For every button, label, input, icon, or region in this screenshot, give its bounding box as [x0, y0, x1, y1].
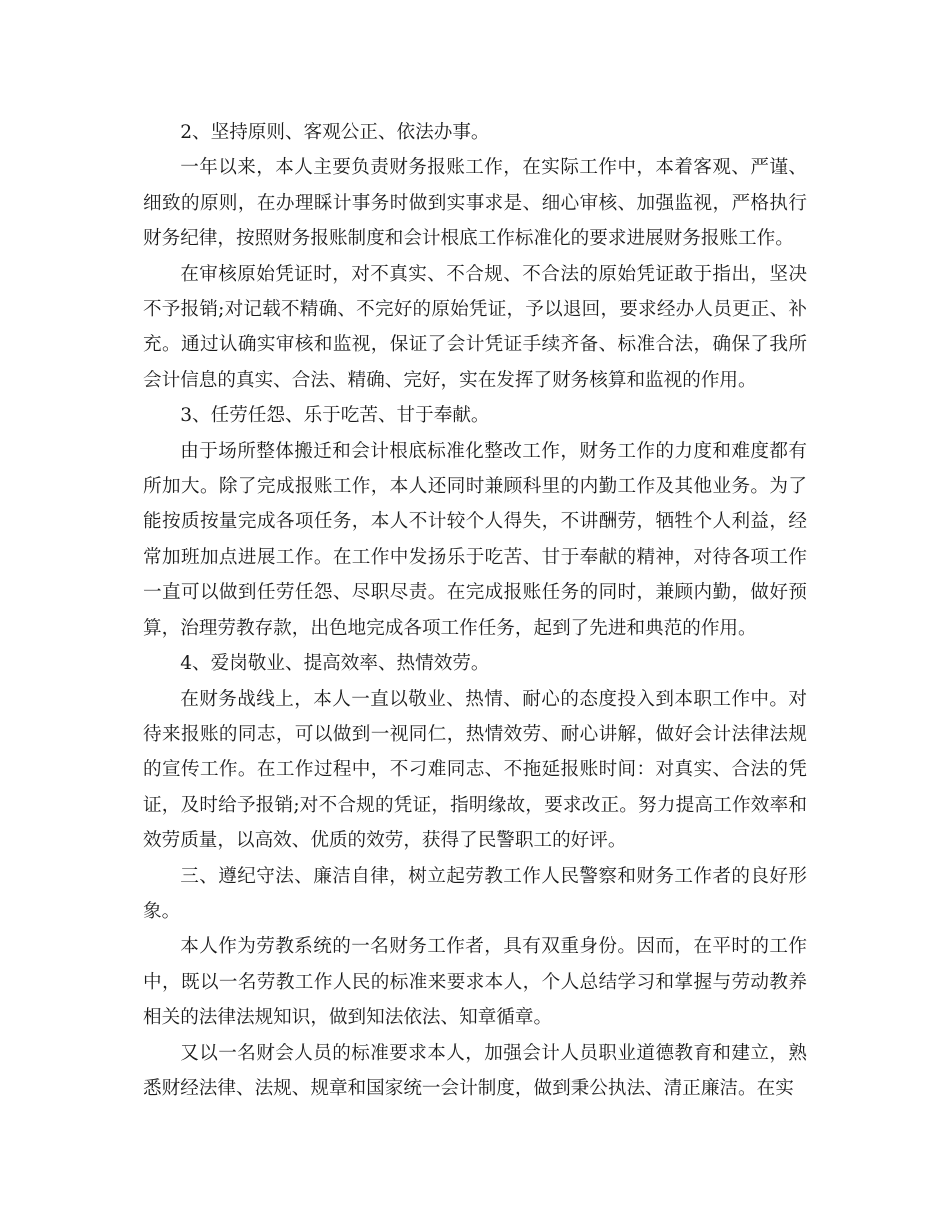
- paragraph-section-3-heading: 3、任劳任怨、乐于吃苦、甘于奉献。: [180, 405, 490, 427]
- document-body: [143, 115, 807, 1106]
- paragraph-dedication: 在财务战线上，本人一直以敬业、热情、耐心的态度投入到本职工作中。对待来报账的同志，可以做到一视同仁，热情效劳、耐心讲解，做好会计法律法规的宣传工作。在工作过程中，不刁难同志、不拖延报账时间：对真实、合法的凭证，及时给予报销;对不合规的凭证，指明缘故，要求改正。努力提高工作效率和效劳质量，以高效、优质的效劳，获得了民警职工的好评。: [143, 688, 807, 852]
- paragraph-voucher-review: 在审核原始凭证时，对不真实、不合规、不合法的原始凭证敢于指出，坚决不予报销;对记载不精确、不完好的原始凭证，予以退回，要求经办人员更正、补充。通过认确实审核和监视，保证了会计凭证手续齐备、标准合法，确保了我所会计信息的真实、合法、精确、完好，实在发挥了财务核算和监视的作用。: [143, 263, 807, 391]
- paragraph-section-4-heading: 4、爱岗敬业、提高效率、热情效劳。: [180, 653, 490, 675]
- paragraph-dual-identity: 本人作为劳教系统的一名财务工作者，具有双重身份。因而，在平时的工作中，既以一名劳教工作人民的标准来要求本人，个人总结学习和掌握与劳动教养相关的法律法规知识，做到知法依法、知章循章。: [143, 936, 807, 1029]
- paragraph-accounting-work: 一年以来，本人主要负责财务报账工作，在实际工作中，本着客观、严谨、细致的原则，在办理睬计事务时做到实事求是、细心审核、加强监视，严格执行财务纪律，按照财务报账制度和会计根底工作标准化的要求进展财务报账工作。: [143, 157, 807, 250]
- paragraph-professional-ethics: 又以一名财会人员的标准要求本人，加强会计人员职业道德教育和建立，熟悉财经法律、法规、规章和国家统一会计制度，做到秉公执法、清正廉洁。在实: [143, 1042, 807, 1099]
- paragraph-part-3-heading: 三、遵纪守法、廉洁自律，树立起劳教工作人民警察和财务工作者的良好形象。: [143, 865, 807, 922]
- paragraph-section-2-heading: 2、坚持原则、客观公正、依法办事。: [180, 122, 490, 143]
- paragraph-workload: 由于场所整体搬迁和会计根底标准化整改工作，财务工作的力度和难度都有所加大。除了完成报账工作，本人还同时兼顾科里的内勤工作及其他业务。为了能按质按量完成各项任务，本人不计较个人得失，不讲酬劳，牺牲个人利益，经常加班加点进展工作。在工作中发扬乐于吃苦、甘于奉献的精神，对待各项工作一直可以做到任劳任怨、尽职尽责。在完成报账任务的同时，兼顾内勤，做好预算，治理劳教存款，出色地完成各项工作任务，起到了先进和典范的作用。: [143, 440, 807, 639]
